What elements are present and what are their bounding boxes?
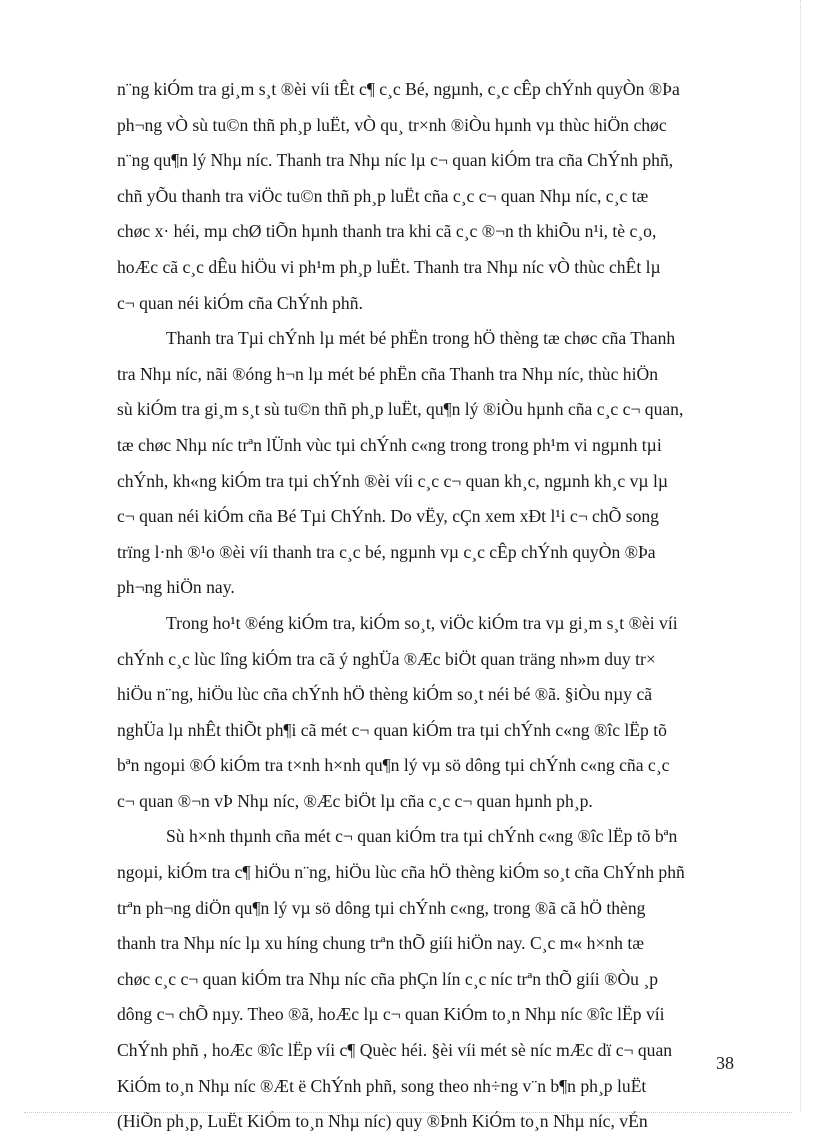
paragraph	[117, 819, 767, 1139]
text-line: trïng l·nh ®¹o ®èi víi thanh tra c¸c bé, ngµnh vµ c¸c cÊp chÝnh quyÒn ®Þa	[117, 541, 656, 562]
text-line: sù kiÓm tra gi¸m s¸t sù tu©n thñ ph¸p luËt, qu¶n lý ®iÒu hµnh cña c¸c c¬ quan,	[117, 399, 684, 420]
text-line: ngoµi, kiÓm tra c¶ hiÖu n¨ng, hiÖu lùc cña hÖ thèng kiÓm so¸t cña ChÝnh phñ	[117, 862, 685, 883]
text-line: trªn ph¬ng diÖn qu¶n lý vµ sö dông tµi chÝnh c«ng, trong ®ã cã hÖ thèng	[117, 897, 646, 918]
text-line: chÝnh, kh«ng kiÓm tra tµi chÝnh ®èi víi c¸c c¬ quan kh¸c, ngµnh kh¸c vµ lµ	[117, 470, 668, 491]
text-line: bªn ngoµi ®Ó kiÓm tra t×nh h×nh qu¶n lý vµ sö dông tµi chÝnh c«ng cña c¸c	[117, 755, 670, 776]
text-line: hoÆc cã c¸c dÊu hiÖu vi ph¹m ph¸p luËt. Thanh tra Nhµ níc vÒ thùc chÊt lµ	[117, 256, 661, 277]
text-line: KiÓm to¸n Nhµ níc ®Æt ë ChÝnh phñ, song theo nh÷ng v¨n b¶n ph¸p luËt	[117, 1075, 647, 1096]
side-dotted-rule	[800, 0, 801, 1112]
text-line: nghÜa lµ nhÊt thiÕt ph¶i cã mét c¬ quan kiÓm tra tµi chÝnh c«ng ®îc lËp tõ	[117, 719, 667, 740]
text-line: Trong ho¹t ®éng kiÓm tra, kiÓm so¸t, viÖc kiÓm tra vµ gi¸m s¸t ®èi víi	[166, 612, 678, 633]
text-line: n¨ng kiÓm tra gi¸m s¸t ®èi víi tÊt c¶ c¸c Bé, ngµnh, c¸c cÊp chÝnh quyÒn ®Þa	[117, 79, 680, 99]
text-line: chÝnh c¸c lùc lîng kiÓm tra cã ý nghÜa ®Æc biÖt quan träng nh»m duy tr×	[117, 648, 656, 669]
text-line: n¨ng qu¶n lý Nhµ níc. Thanh tra Nhµ níc lµ c¬ quan kiÓm tra cña ChÝnh phñ,	[117, 150, 674, 171]
text-line: tra Nhµ níc, nãi ®óng h¬n lµ mét bé phËn cña Thanh tra Nhµ níc, thùc hiÖn	[117, 363, 658, 384]
text-line: chøc x· héi, mµ chØ tiÕn hµnh thanh tra khi cã c¸c ®¬n th khiÕu n¹i, tè c¸o,	[117, 221, 657, 242]
text-line: c¬ quan néi kiÓm cña ChÝnh phñ.	[117, 292, 363, 313]
footer-dotted-rule	[24, 1112, 792, 1113]
text-line: ph¬ng vÒ sù tu©n thñ ph¸p luËt, vÒ qu¸ tr×nh ®iÒu hµnh vµ thùc hiÖn chøc	[117, 114, 667, 135]
paragraph	[117, 72, 767, 321]
text-line: c¬ quan ®¬n vÞ Nhµ níc, ®Æc biÖt lµ cña c¸c c¬ quan hµnh ph¸p.	[117, 790, 593, 811]
text-line: hiÖu n¨ng, hiÖu lùc cña chÝnh hÖ thèng kiÓm so¸t néi bé ®ã. §iÒu nµy cã	[117, 684, 653, 705]
text-line: ph¬ng hiÖn nay.	[117, 577, 235, 598]
text-line: ChÝnh phñ , hoÆc ®îc lËp víi c¶ Quèc héi. §èi víi mét sè níc mÆc dï c¬ quan	[117, 1040, 673, 1061]
paragraph	[117, 321, 767, 606]
text-line: dông c¬ chÕ nµy. Theo ®ã, hoÆc lµ c¬ quan KiÓm to¸n Nhµ níc ®îc lËp víi	[117, 1004, 665, 1025]
text-line: tæ chøc Nhµ níc trªn lÜnh vùc tµi chÝnh c«ng trong trong ph¹m vi ngµnh tµi	[117, 434, 662, 455]
paragraph	[117, 606, 767, 820]
page-number: 38	[716, 1053, 734, 1073]
text-line: (HiÕn ph¸p, LuËt KiÓm to¸n Nhµ níc) quy ®Þnh KiÓm to¸n Nhµ níc, vÉn	[117, 1111, 648, 1132]
text-line: Sù h×nh thµnh cña mét c¬ quan kiÓm tra tµi chÝnh c«ng ®îc lËp tõ bªn	[166, 826, 678, 847]
text-line: c¬ quan néi kiÓm cña Bé Tµi ChÝnh. Do vËy, cÇn xem xÐt l¹i c¬ chÕ song	[117, 506, 659, 527]
text-line: chøc c¸c c¬ quan kiÓm tra Nhµ níc cña phÇn lín c¸c níc trªn thÕ giíi ®Òu ¸p	[117, 968, 659, 989]
text-line: chñ yÕu thanh tra viÖc tu©n thñ ph¸p luËt cña c¸c c¬ quan Nhµ níc, c¸c tæ	[117, 185, 649, 206]
text-line: thanh tra Nhµ níc lµ xu híng chung trªn thÕ giíi hiÖn nay. C¸c m« h×nh tæ	[117, 933, 644, 954]
body-text	[117, 72, 767, 1140]
text-line: Thanh tra Tµi chÝnh lµ mét bé phËn trong hÖ thèng tæ chøc cña Thanh	[166, 328, 676, 349]
